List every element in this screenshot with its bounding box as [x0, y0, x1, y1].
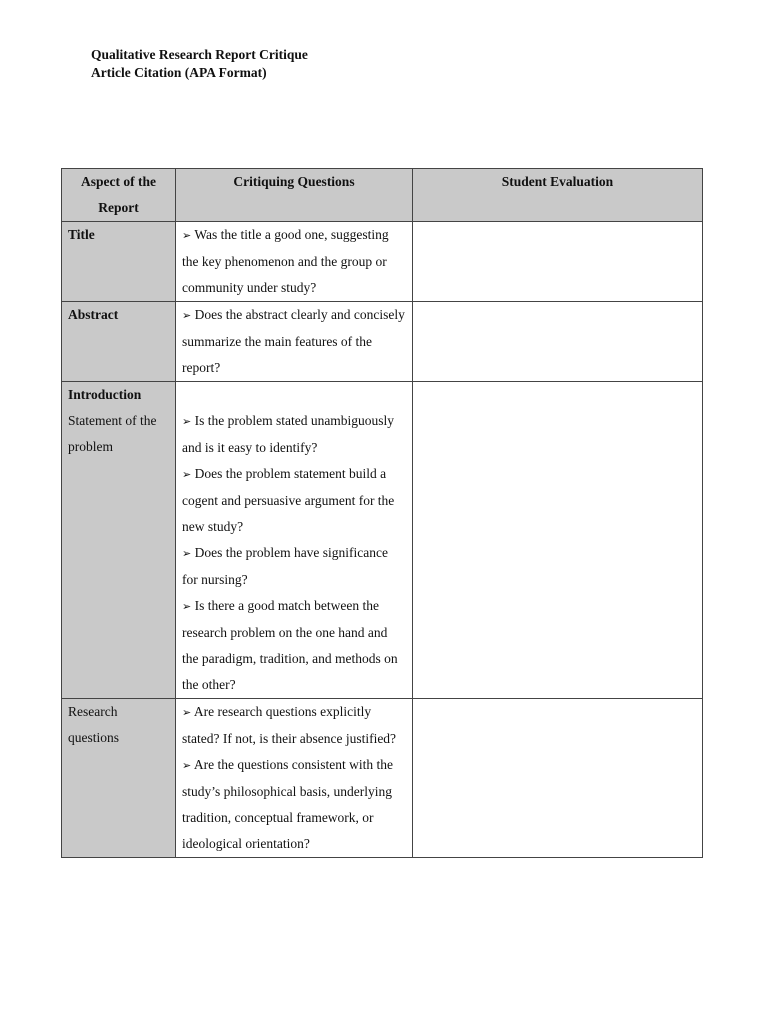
article-citation-label: Article Citation (APA Format)	[91, 65, 267, 80]
aspect-cell	[62, 302, 176, 382]
aspect-cell	[62, 699, 176, 858]
aspect-cell	[62, 382, 176, 699]
evaluation-cell[interactable]	[413, 222, 703, 302]
questions-cell	[176, 302, 413, 382]
question-item: ➢ Does the problem statement build a cogent and persuasive argument for the new study?	[182, 466, 395, 534]
question-item: ➢ Does the problem have significance for nursing?	[182, 545, 389, 587]
arrow-bullet-icon: ➢	[182, 229, 192, 242]
arrow-bullet-icon: ➢	[182, 547, 192, 560]
document-title: Qualitative Research Report Critique	[91, 47, 308, 62]
arrow-bullet-icon: ➢	[182, 415, 192, 428]
column-header-evaluation: Student Evaluation	[413, 169, 703, 222]
column-header-questions: Critiquing Questions	[176, 169, 413, 222]
arrow-bullet-icon: ➢	[182, 759, 192, 772]
question-item: ➢ Is there a good match between the research problem on the one hand and the paradigm, tradition, and methods on the other?	[182, 598, 398, 692]
evaluation-cell[interactable]	[413, 382, 703, 699]
aspect-abstract-label: Abstract	[68, 307, 119, 322]
table-row	[62, 382, 703, 699]
questions-cell	[176, 222, 413, 302]
question-item: ➢ Is the problem stated unambiguously and is it easy to identify?	[182, 413, 395, 455]
column-header-aspect: Aspect of the Report	[62, 169, 176, 222]
aspect-cell	[62, 222, 176, 302]
aspect-research-questions-label: Research questions	[68, 704, 120, 745]
question-item: ➢ Was the title a good one, suggesting the key phenomenon and the group or community under study?	[182, 227, 389, 295]
question-item: ➢ Are research questions explicitly stated? If not, is their absence justified?	[182, 704, 397, 746]
evaluation-cell[interactable]	[413, 699, 703, 858]
table-row	[62, 222, 703, 302]
question-item: ➢ Does the abstract clearly and concisely summarize the main features of the report?	[182, 307, 405, 375]
arrow-bullet-icon: ➢	[182, 600, 192, 613]
document-header	[91, 46, 308, 82]
critique-table	[61, 168, 703, 858]
evaluation-cell[interactable]	[413, 302, 703, 382]
arrow-bullet-icon: ➢	[182, 309, 192, 322]
table-row	[62, 699, 703, 858]
questions-cell	[176, 382, 413, 699]
table-header-row	[62, 169, 703, 222]
aspect-introduction-label: Introduction	[68, 387, 142, 402]
questions-cell	[176, 699, 413, 858]
arrow-bullet-icon: ➢	[182, 706, 192, 719]
question-item: ➢ Are the questions consistent with the study’s philosophical basis, underlying tradition, conceptual framework, or ideological orientation?	[182, 757, 393, 851]
aspect-statement-of-problem-label: Statement of the problem	[68, 413, 157, 454]
arrow-bullet-icon: ➢	[182, 468, 192, 481]
aspect-title-label: Title	[68, 227, 95, 242]
table-row	[62, 302, 703, 382]
